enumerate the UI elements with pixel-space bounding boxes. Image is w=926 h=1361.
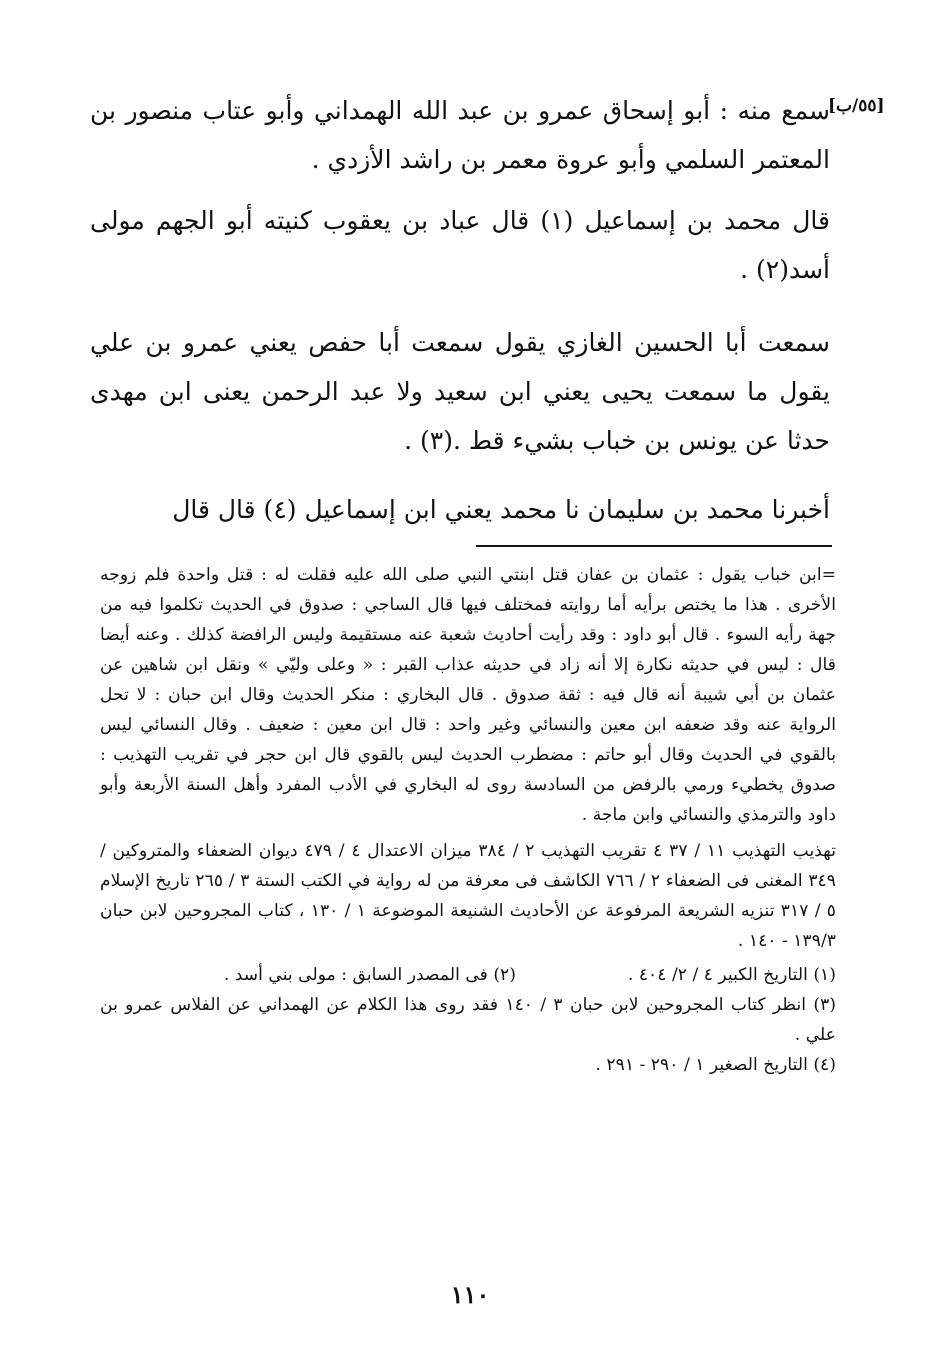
- footnote-4: (٤) التاريخ الصغير ١ / ٢٩٠ - ٢٩١ .: [595, 1055, 836, 1075]
- main-text: [90, 86, 830, 534]
- footnote-divider: [476, 545, 832, 547]
- page-number: ١١٠: [450, 1280, 490, 1309]
- folio-marker: [٥٥/ب]: [828, 96, 885, 116]
- paragraph-1: سمع منه : أبو إسحاق عمرو بن عبد الله الهمداني وأبو عتاب منصور بن المعتمر السلمي وأبو عروة معمر بن راشد الأزدي .: [90, 96, 830, 174]
- footnote-1: (١) التاريخ الكبير ٤ / ٢/ ٤٠٤ .: [627, 965, 836, 985]
- paragraph-3: سمعت أبا الحسين الغازي يقول سمعت أبا حفص يعني عمرو بن علي يقول ما سمعت يحيى يعني ابن سعيد ولا عبد الرحمن يعنى ابن مهدى حدثا عن يونس بن خباب بشيء قط .(٣) .: [90, 328, 830, 455]
- paragraph-4: أخبرنا محمد بن سليمان نا محمد يعني ابن إسماعيل (٤) قال قال: [172, 495, 830, 524]
- footnote-2: (٢) فى المصدر السابق : مولى بني أسد .: [223, 965, 516, 985]
- footnote-continuation: =ابن خباب يقول : عثمان بن عفان قتل ابنتي النبي صلى الله عليه فقلت له : قتل واحدة فلم زوجه الأخرى . هذا ما يختص برأيه أما روايته فمختلف فيها قال الساجي : صدوق في الحديث تكلموا فيه من جهة رأيه السوء . قال أبو داود : وقد رأيت أحاديث شعبة عنه مستقيمة وليس الرافضة كذلك . وعنه أيضا قال : ليس في حديثه نكارة إلا أنه زاد في حديثه عذاب القبر : « وعلى وليّي » ونقل ابن شاهين عن عثمان بن أبي شيبة أنه قال فيه : ثقة صدوق . قال البخاري : منكر الحديث وقال ابن حبان : لا تحل الرواية عنه وقد ضعفه ابن معين والنسائي وغير واحد : قال ابن معين : ضعيف . وقال النسائي ليس بالقوي في الحديث وقال أبو حاتم : مضطرب الحديث ليس بالقوي قال ابن حجر في تقريب التهذيب : صدوق يخطيء ورمي بالرفض من السادسة روى له البخاري في الأدب المفرد وأهل السنة الأربعة وأبو داود والترمذي والنسائي وابن ماجة .: [100, 565, 836, 825]
- footnote-references: تهذيب التهذيب ١١ / ٣٧ ٤ تقريب التهذيب ٢ / ٣٨٤ ميزان الاعتدال ٤ / ٤٧٩ ديوان الضعفاء والمتروكين / ٣٤٩ المغنى فى الضعفاء ٢ / ٧٦٦ الكاشف فى معرفة من له رواية في الكتب الستة ٣ / ٢٦٥ تاريخ الإسلام ٥ / ٣١٧ تنزيه الشريعة المرفوعة عن الأحاديث الشنيعة الموضوعة ١ / ١٣٠ ، كتاب المجروحين لابن حبان ١٣٩/٣ - ١٤٠ .: [100, 841, 837, 951]
- paragraph-2: قال محمد بن إسماعيل (١) قال عباد بن يعقوب كنيته أبو الجهم مولى أسد(٢) .: [90, 206, 830, 284]
- footnote-row-1-2: [100, 960, 836, 990]
- footnotes: [100, 560, 836, 1080]
- footnote-3: (٣) انظر كتاب المجروحين لابن حبان ٣ / ١٤٠ فقد روى هذا الكلام عن الهمداني عن الفلاس عمرو بن علي .: [100, 995, 837, 1045]
